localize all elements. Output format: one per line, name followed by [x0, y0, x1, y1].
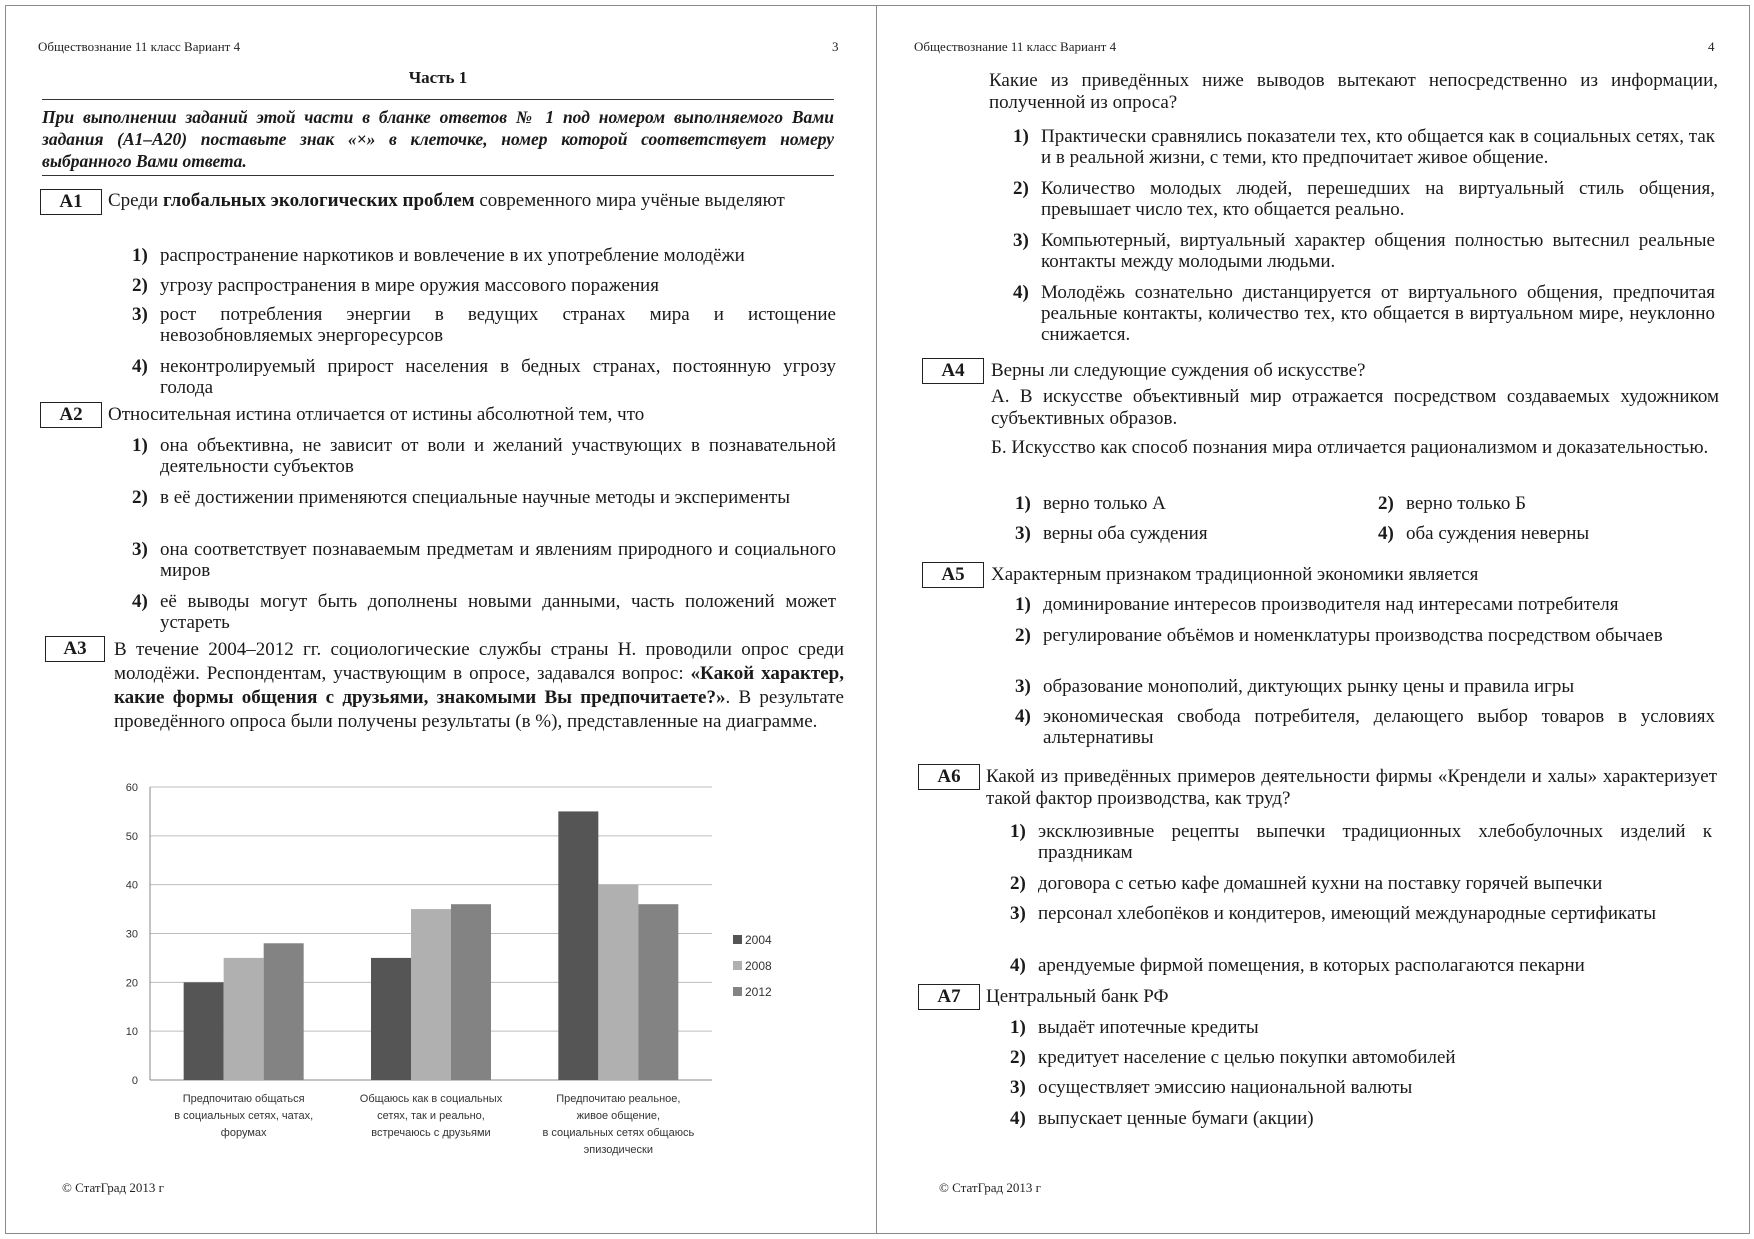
option-a6-4[interactable] [1010, 955, 1712, 976]
option-a5-4[interactable] [1015, 706, 1715, 748]
bar-2008 [224, 958, 264, 1080]
option-number: 4) [132, 591, 148, 612]
option-text: доминирование интересов производителя над интересами потребителя [1043, 594, 1619, 615]
option-number: 1) [132, 245, 148, 266]
question-a1-prefix: Среди [108, 190, 163, 211]
bar-2004 [558, 811, 598, 1080]
option-number: 4) [1010, 1108, 1026, 1129]
option-a1-1[interactable] [132, 245, 836, 266]
option-text: регулирование объёмов и номенклатуры производства посредством обычаев [1043, 625, 1663, 646]
option-a2-4[interactable] [132, 591, 836, 633]
question-number-a3: А3 [45, 636, 105, 662]
option-text: персонал хлебопёков и кондитеров, имеющий международные сертификаты [1038, 903, 1656, 924]
question-a1-bold: глобальных экологических проблем [162, 190, 475, 211]
option-text: экономическая свобода потребителя, делающего выбор товаров в условиях альтернативы [1043, 706, 1715, 748]
question-number-a4: А4 [922, 358, 984, 384]
option-number: 2) [1378, 493, 1394, 514]
option-a1-3[interactable] [132, 304, 836, 346]
option-number: 4) [1378, 523, 1394, 544]
bar-2012 [638, 904, 678, 1080]
bar-2004 [371, 958, 411, 1080]
option-number: 3) [132, 539, 148, 560]
bar-2012 [451, 904, 491, 1080]
option-text: Компьютерный, виртуальный характер общения полностью вытеснил реальные контакты между молодыми людьми. [1041, 230, 1715, 272]
option-text: верно только Б [1406, 493, 1527, 514]
option-text: кредитует население с целью покупки автомобилей [1038, 1047, 1456, 1068]
category-label: эпизодически [583, 1144, 654, 1156]
option-number: 1) [1010, 821, 1026, 842]
option-number: 3) [132, 304, 148, 325]
option-text: распространение наркотиков и вовлечение в их употребление молодёжи [160, 245, 745, 266]
option-a2-3[interactable] [132, 539, 836, 581]
legend-label: 2004 [745, 933, 772, 947]
question-a3 [114, 638, 844, 734]
option-a3-2[interactable] [1013, 178, 1715, 220]
option-number: 1) [1015, 493, 1031, 514]
option-text: в её достижении применяются специальные научные методы и эксперименты [160, 487, 790, 508]
option-number: 2) [132, 487, 148, 508]
question-number-a6: А6 [918, 764, 980, 790]
option-text: Практически сравнялись показатели тех, кто общается как в социальных сетях, так и в реальной жизни, с теми, кто предпочитает живое общение. [1041, 126, 1715, 168]
y-tick-label: 60 [125, 782, 138, 794]
option-text: она объективна, не зависит от воли и желаний участвующих в познавательной деятельности субъектов [160, 435, 836, 477]
question-a7: Центральный банк РФ [986, 986, 1169, 1007]
category-label: Общаюсь как в социальных [359, 1093, 503, 1105]
option-text: осуществляет эмиссию национальной валюты [1038, 1077, 1413, 1098]
option-text: Количество молодых людей, перешедших на виртуальный стиль общения, превышает число тех, кто общается реально. [1041, 178, 1715, 220]
y-tick-label: 0 [131, 1075, 138, 1087]
option-number: 1) [1013, 126, 1029, 147]
page-header-subject: Обществознание 11 класс Вариант 4 [914, 39, 1117, 54]
option-a1-2[interactable] [132, 275, 836, 296]
option-text: образование монополий, диктующих рынку цены и правила игры [1043, 676, 1575, 697]
legend-swatch [733, 935, 742, 944]
question-a1-suffix: современного мира учёные выделяют [474, 190, 785, 211]
y-tick-label: 30 [125, 928, 138, 941]
option-a5-2[interactable] [1015, 625, 1715, 646]
statement-a: А. В искусстве объективный мир отражается посредством создаваемых художником субъективных образов. [991, 386, 1719, 429]
category-label: Предпочитаю общаться [182, 1093, 305, 1105]
option-text: оба суждения неверны [1406, 523, 1590, 544]
question-a1 [108, 190, 836, 212]
option-number: 3) [1013, 230, 1029, 251]
question-a3-continued: Какие из приведённых ниже выводов вытекают непосредственно из информации, полученной из опроса? [989, 70, 1718, 113]
option-number: 3) [1010, 903, 1026, 924]
option-text: неконтролируемый прирост населения в бедных странах, постоянную угрозу голода [160, 356, 836, 398]
option-text: угрозу распространения в мире оружия массового поражения [160, 275, 659, 296]
option-number: 4) [1013, 282, 1029, 303]
option-a2-2[interactable] [132, 487, 836, 508]
option-a7-3[interactable] [1010, 1077, 1712, 1098]
option-number: 3) [1010, 1077, 1026, 1098]
bar-2008 [598, 885, 638, 1080]
page-number: 3 [832, 39, 839, 54]
option-a5-3[interactable] [1015, 676, 1715, 697]
chart-legend [733, 933, 772, 999]
category-label: в социальных сетях общаюсь [542, 1127, 695, 1139]
option-number: 2) [1015, 625, 1031, 646]
legend-swatch [733, 961, 742, 970]
y-tick-label: 20 [125, 977, 138, 990]
part-title: Часть 1 [408, 68, 468, 87]
category-label: форумах [220, 1127, 267, 1139]
bar-chart [100, 775, 800, 1165]
option-a4-2[interactable] [1378, 493, 1708, 514]
option-text: эксклюзивные рецепты выпечки традиционных хлебобулочных изделий к праздникам [1038, 821, 1712, 863]
option-a7-1[interactable] [1010, 1017, 1712, 1038]
option-number: 4) [1015, 706, 1031, 727]
option-number: 3) [1015, 676, 1031, 697]
divider-top [42, 99, 834, 100]
chart-x-axis [174, 1093, 694, 1156]
option-number: 2) [1010, 1047, 1026, 1068]
option-text: договора с сетью кафе домашней кухни на поставку горячей выпечки [1038, 873, 1603, 894]
option-text: её выводы могут быть дополнены новыми данными, часть положений может устареть [160, 591, 836, 633]
option-a3-3[interactable] [1013, 230, 1715, 272]
option-number: 2) [132, 275, 148, 296]
legend-swatch [733, 987, 742, 996]
category-label: Предпочитаю реальное, [556, 1093, 681, 1105]
option-text: выдаёт ипотечные кредиты [1038, 1017, 1259, 1038]
option-a4-4[interactable] [1378, 523, 1708, 544]
page-footer: © СтатГрад 2013 г [62, 1180, 164, 1195]
option-a5-1[interactable] [1015, 594, 1715, 615]
option-a6-2[interactable] [1010, 873, 1712, 894]
option-number: 1) [132, 435, 148, 456]
option-text: Молодёжь сознательно дистанцируется от виртуального общения, предпочитая реальные контакты, количество тех, кто общается в виртуальном мире, неуклонно снижается. [1041, 282, 1715, 345]
question-a3-part1: В течение 2004–2012 гг. социологические службы страны Н. проводили опрос среди молодёжи. Респондентам, участвующим в опросе, задавался вопрос: [114, 639, 844, 684]
option-number: 4) [132, 356, 148, 377]
option-a3-1[interactable] [1013, 126, 1715, 168]
page-header-subject: Обществознание 11 класс Вариант 4 [38, 39, 241, 54]
chart-y-axis [126, 782, 138, 1087]
option-a6-3[interactable] [1010, 903, 1712, 924]
legend-label: 2008 [745, 959, 772, 973]
option-a7-2[interactable] [1010, 1047, 1712, 1068]
question-a5: Характерным признаком традиционной экономики является [991, 564, 1479, 585]
option-a3-4[interactable] [1013, 282, 1715, 345]
option-number: 1) [1010, 1017, 1026, 1038]
option-number: 1) [1015, 594, 1031, 615]
option-number: 2) [1010, 873, 1026, 894]
question-number-a1: А1 [40, 189, 102, 215]
y-tick-label: 10 [125, 1026, 138, 1039]
page-number: 4 [1708, 39, 1715, 54]
option-text: выпускает ценные бумаги (акции) [1038, 1108, 1314, 1129]
question-number-a2: А2 [40, 402, 102, 428]
chart-bars [184, 811, 679, 1080]
question-number-a7: А7 [918, 984, 980, 1010]
question-a4: Верны ли следующие суждения об искусстве? [991, 360, 1366, 381]
option-number: 4) [1010, 955, 1026, 976]
option-text: она соответствует познаваемым предметам и явлениям природного и социального миров [160, 539, 836, 581]
question-a3-bold: «Какой характер, какие формы общения с друзьями, знакомыми Вы предпочитаете?» [114, 663, 844, 708]
option-a2-1[interactable] [132, 435, 836, 477]
category-label: сетях, так и реально, [377, 1110, 485, 1122]
option-a4-1[interactable] [1015, 493, 1345, 514]
option-a6-1[interactable] [1010, 821, 1712, 863]
option-text: верны оба суждения [1043, 523, 1208, 544]
legend-label: 2012 [745, 985, 772, 999]
question-number-a5: А5 [922, 562, 984, 588]
bar-2012 [264, 943, 304, 1080]
page-footer: © СтатГрад 2013 г [939, 1180, 1041, 1195]
option-text: верно только А [1043, 493, 1166, 514]
y-tick-label: 50 [125, 830, 138, 843]
category-label: в социальных сетях, чатах, [174, 1110, 314, 1122]
option-number: 3) [1015, 523, 1031, 544]
option-number: 2) [1013, 178, 1029, 199]
statement-b: Б. Искусство как способ познания мира отличается рационализмом и доказательностью. [991, 437, 1709, 458]
option-text: арендуемые фирмой помещения, в которых располагаются пекарни [1038, 955, 1585, 976]
option-text: рост потребления энергии в ведущих странах мира и истощение невозобновляемых энергоресурсов [160, 304, 836, 346]
bar-2004 [184, 982, 224, 1080]
divider-bottom [42, 175, 834, 176]
instructions: При выполнении заданий этой части в бланке ответов № 1 под номером выполняемого Вами задания (А1–А20) поставьте знак «×» в клеточке, номер которой соответствует номеру выбранного Вами ответа. [42, 107, 834, 171]
y-tick-label: 40 [125, 879, 138, 892]
option-a4-3[interactable] [1015, 523, 1345, 544]
bar-2008 [411, 909, 451, 1080]
question-a3-part2: . В результате проведённого опроса были получены результаты (в %), представленные на диаграмме. [114, 687, 844, 732]
option-a1-4[interactable] [132, 356, 836, 398]
question-a2: Относительная истина отличается от истины абсолютной тем, что [108, 404, 645, 425]
category-label: встречаюсь с друзьями [371, 1127, 491, 1139]
option-a7-4[interactable] [1010, 1108, 1712, 1129]
question-a6: Какой из приведённых примеров деятельности фирмы «Крендели и халы» характеризует такой фактор производства, как труд? [986, 766, 1717, 809]
category-label: живое общение, [576, 1110, 661, 1122]
